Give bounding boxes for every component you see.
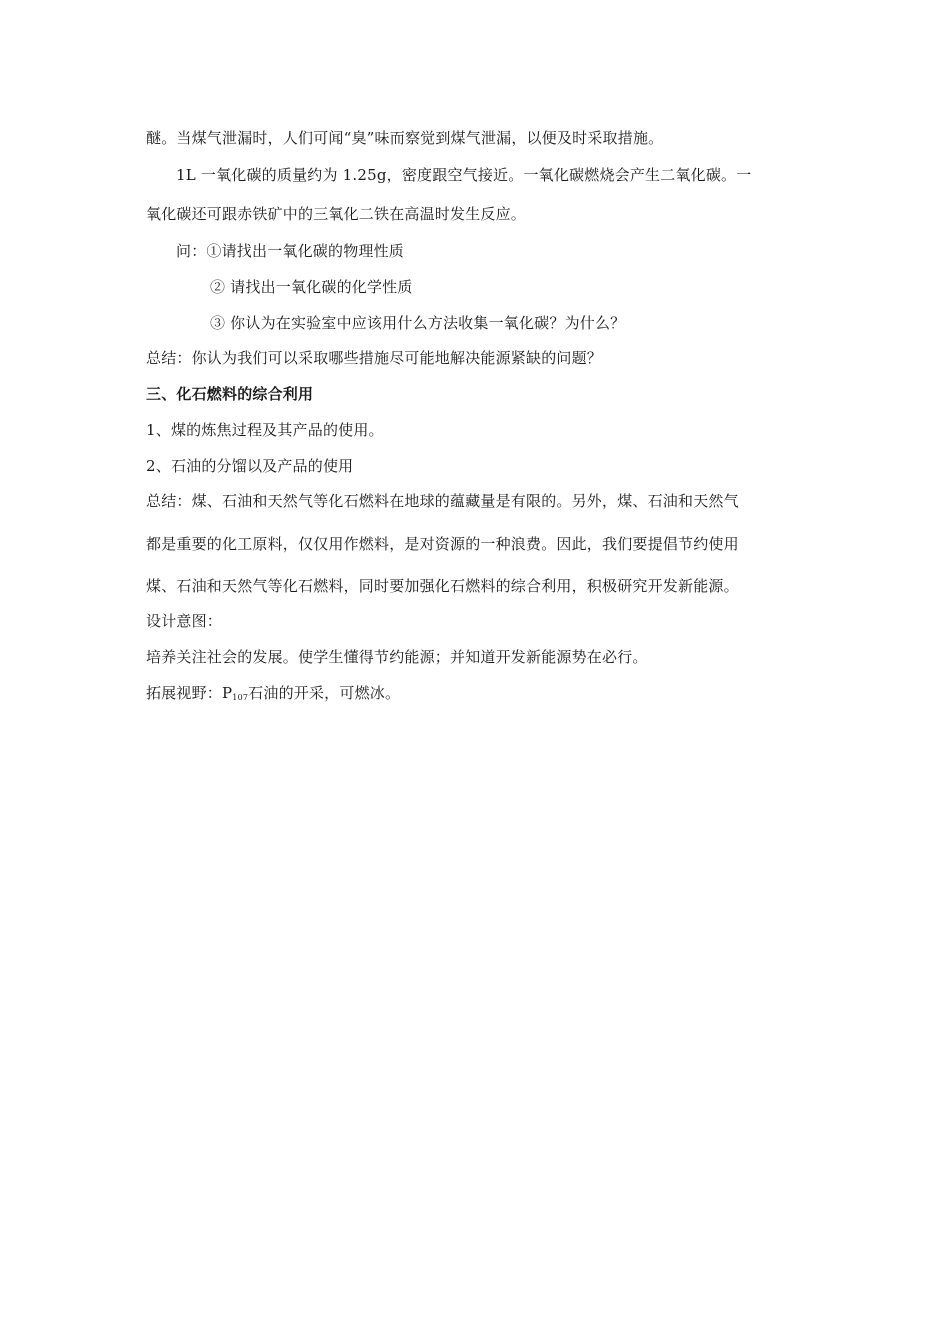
list-item-coal: 1、煤的炼焦过程及其产品的使用。 [146, 421, 384, 439]
question-1-line [176, 241, 404, 261]
paragraph-co-properties-line2: 氧化碳还可跟赤铁矿中的三氧化二铁在高温时发生反应。 [146, 205, 527, 223]
question-2: ② 请找出一氧化碳的化学性质 [210, 278, 413, 296]
question-1: ①请找出一氧化碳的物理性质 [206, 242, 405, 260]
extended-vision-prefix: 拓展视野：P [146, 684, 233, 702]
summary-fossil-line2: 都是重要的化工原料，仅仅用作燃料，是对资源的一种浪费。因此，我们要提倡节约使用 [146, 535, 739, 553]
page-number-subscript: 107 [232, 693, 249, 702]
question-3: ③ 你认为在实验室中应该用什么方法收集一氧化碳？为什么？ [210, 314, 626, 332]
design-intent-text: 培养关注社会的发展。使学生懂得节约能源；并知道开发新能源势在必行。 [146, 648, 648, 666]
list-item-oil: 2、石油的分馏以及产品的使用 [146, 457, 354, 475]
extended-vision-text: 石油的开采，可燃冰。 [248, 684, 401, 702]
paragraph-co-properties-line1: 1L 一氧化碳的质量约为 1.25g，密度跟空气接近。一氧化碳燃烧会产生二氧化碳。一 [176, 166, 752, 184]
design-intent-label: 设计意图： [146, 612, 223, 630]
paragraph-gas-leak: 醚。当煤气泄漏时，人们可闻“臭”味而察觉到煤气泄漏，以便及时采取措施。 [146, 129, 664, 147]
summary-fossil-line3: 煤、石油和天然气等化石燃料，同时要加强化石燃料的综合利用，积极研究开发新能源。 [146, 577, 739, 595]
summary-energy: 总结：你认为我们可以采取哪些措施尽可能地解决能源紧缺的问题？ [146, 349, 603, 367]
extended-vision [146, 683, 400, 703]
section-3-heading: 三、化石燃料的综合利用 [146, 385, 314, 403]
summary-fossil-line1: 总结：煤、石油和天然气等化石燃料在地球的蕴藏量是有限的。另外，煤、石油和天然气 [146, 492, 739, 510]
question-label: 问： [176, 242, 207, 260]
